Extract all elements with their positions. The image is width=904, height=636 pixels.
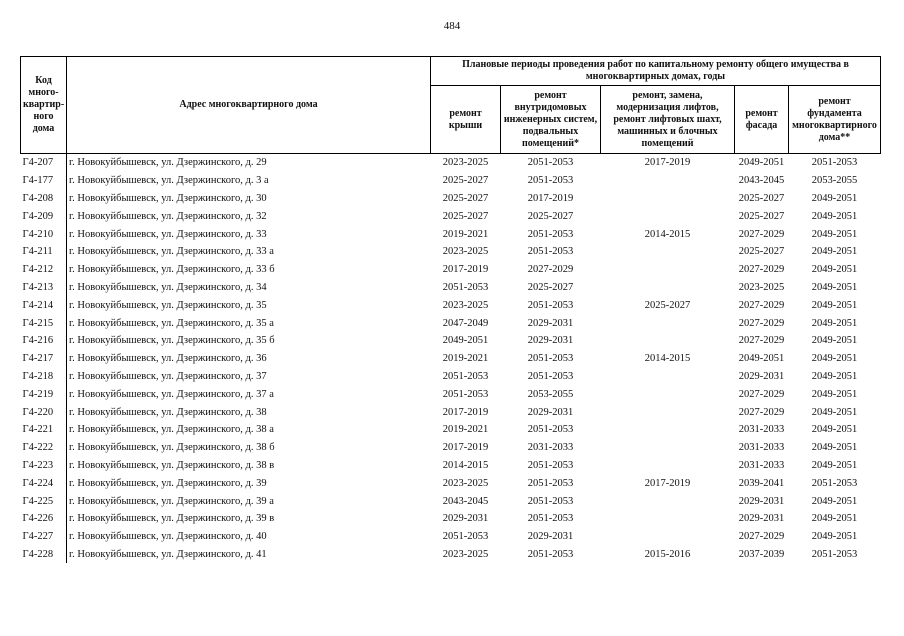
header-roof: ремонт крыши — [431, 86, 501, 154]
cell-roof: 2019-2021 — [442, 424, 489, 436]
cell-address: г. Новокуйбышевск, ул. Дзержинского, д. 41 — [67, 546, 431, 564]
cell-facade: 2027-2029 — [738, 531, 785, 543]
cell-engineering: 2025-2027 — [527, 210, 574, 222]
cell-code: Г4-213 — [22, 281, 54, 293]
cell-code: Г4-212 — [22, 264, 54, 276]
table-row — [21, 385, 881, 403]
cell-code: Г4-211 — [22, 246, 53, 258]
cell-roof: 2029-2031 — [442, 513, 489, 525]
cell-address: г. Новокуйбышевск, ул. Дзержинского, д. 34 — [67, 279, 431, 297]
cell-foundation: 2049-2051 — [811, 192, 858, 204]
cell-address: г. Новокуйбышевск, ул. Дзержинского, д. 39 в — [67, 510, 431, 528]
cell-facade: 2025-2027 — [738, 246, 785, 258]
cell-foundation: 2049-2051 — [811, 335, 858, 347]
table-row — [21, 403, 881, 421]
cell-engineering: 2051-2053 — [527, 459, 574, 471]
cell-address: г. Новокуйбышевск, ул. Дзержинского, д. 29 — [67, 154, 431, 172]
table-row — [21, 368, 881, 386]
cell-facade: 2027-2029 — [738, 317, 785, 329]
cell-engineering: 2025-2027 — [527, 281, 574, 293]
cell-roof: 2051-2053 — [442, 388, 489, 400]
header-code: Код много-квартир-ного дома — [21, 57, 67, 154]
cell-foundation: 2049-2051 — [811, 424, 858, 436]
table-row — [21, 439, 881, 457]
cell-address: г. Новокуйбышевск, ул. Дзержинского, д. 37 — [67, 368, 431, 386]
cell-foundation: 2051-2053 — [789, 154, 881, 172]
cell-address: г. Новокуйбышевск, ул. Дзержинского, д. 3 а — [67, 172, 431, 190]
cell-address: г. Новокуйбышевск, ул. Дзержинского, д. 33 — [67, 225, 431, 243]
cell-roof: 2014-2015 — [442, 459, 489, 471]
cell-engineering: 2053-2055 — [527, 388, 574, 400]
cell-engineering: 2051-2053 — [527, 228, 574, 240]
table-row — [21, 190, 881, 208]
cell-engineering: 2027-2029 — [527, 264, 574, 276]
cell-engineering: 2029-2031 — [527, 406, 574, 418]
cell-engineering: 2017-2019 — [527, 192, 574, 204]
cell-roof: 2017-2019 — [442, 264, 489, 276]
table-row — [21, 154, 881, 172]
cell-code: Г4-222 — [22, 442, 54, 454]
cell-foundation: 2049-2051 — [811, 281, 858, 293]
table-row — [21, 332, 881, 350]
cell-engineering: 2051-2053 — [527, 548, 574, 560]
cell-facade: 2031-2033 — [738, 459, 785, 471]
cell-foundation: 2049-2051 — [811, 353, 858, 365]
cell-code: Г4-207 — [21, 154, 67, 172]
cell-foundation: 2049-2051 — [811, 459, 858, 471]
cell-facade: 2025-2027 — [738, 192, 785, 204]
cell-roof: 2023-2025 — [442, 548, 489, 560]
cell-foundation: 2049-2051 — [811, 513, 858, 525]
cell-foundation: 2049-2051 — [811, 370, 858, 382]
cell-roof: 2017-2019 — [442, 442, 489, 454]
cell-elevators — [601, 279, 735, 297]
page-number: 484 — [443, 20, 461, 32]
cell-roof: 2017-2019 — [442, 406, 489, 418]
cell-elevators — [601, 243, 735, 261]
cell-elevators — [601, 457, 735, 475]
cell-facade: 2043-2045 — [738, 175, 785, 187]
cell-elevators: 2017-2019 — [601, 154, 735, 172]
cell-code: Г4-210 — [22, 228, 54, 240]
cell-code: Г4-216 — [22, 335, 54, 347]
cell-elevators: 2025-2027 — [644, 299, 691, 311]
cell-elevators — [601, 190, 735, 208]
cell-address: г. Новокуйбышевск, ул. Дзержинского, д. 38 б — [67, 439, 431, 457]
table-row — [21, 492, 881, 510]
cell-engineering: 2051-2053 — [501, 154, 601, 172]
cell-engineering: 2051-2053 — [527, 424, 574, 436]
cell-address: г. Новокуйбышевск, ул. Дзержинского, д. 36 — [67, 350, 431, 368]
cell-code: Г4-217 — [22, 353, 54, 365]
cell-foundation: 2049-2051 — [811, 228, 858, 240]
cell-foundation: 2049-2051 — [811, 246, 858, 258]
header-elevators: ремонт, замена, модернизация лифтов, ремонт лифтовых шахт, машинных и блочных помещений — [601, 86, 735, 154]
cell-elevators — [601, 172, 735, 190]
cell-facade: 2027-2029 — [738, 299, 785, 311]
cell-code: Г4-226 — [22, 513, 54, 525]
cell-roof: 2023-2025 — [442, 477, 489, 489]
cell-elevators — [601, 261, 735, 279]
cell-code: Г4-209 — [22, 210, 54, 222]
cell-foundation: 2051-2053 — [811, 477, 858, 489]
cell-engineering: 2051-2053 — [527, 246, 574, 258]
cell-roof: 2023-2025 — [442, 246, 489, 258]
cell-code: Г4-218 — [22, 370, 54, 382]
cell-elevators — [601, 528, 735, 546]
cell-code: Г4-225 — [22, 495, 54, 507]
cell-elevators: 2014-2015 — [644, 353, 691, 365]
cell-roof: 2047-2049 — [442, 317, 489, 329]
cell-elevators: 2014-2015 — [644, 228, 691, 240]
cell-address: г. Новокуйбышевск, ул. Дзержинского, д. 40 — [67, 528, 431, 546]
cell-code: Г4-214 — [22, 299, 54, 311]
cell-address: г. Новокуйбышевск, ул. Дзержинского, д. 35 б — [67, 332, 431, 350]
table-row — [21, 279, 881, 297]
cell-elevators — [601, 368, 735, 386]
cell-address: г. Новокуйбышевск, ул. Дзержинского, д. 38 а — [67, 421, 431, 439]
header-address: Адрес многоквартирного дома — [67, 57, 431, 154]
table-row — [21, 474, 881, 492]
cell-foundation: 2053-2055 — [811, 175, 858, 187]
cell-facade: 2029-2031 — [738, 495, 785, 507]
header-facade: ремонт фасада — [735, 86, 789, 154]
cell-engineering: 2051-2053 — [527, 495, 574, 507]
cell-address: г. Новокуйбышевск, ул. Дзержинского, д. 38 — [67, 403, 431, 421]
cell-foundation: 2049-2051 — [811, 406, 858, 418]
cell-facade: 2049-2051 — [735, 154, 789, 172]
cell-code: Г4-215 — [22, 317, 54, 329]
cell-code: Г4-177 — [22, 175, 54, 187]
cell-roof: 2049-2051 — [442, 335, 489, 347]
cell-foundation: 2049-2051 — [811, 210, 858, 222]
cell-code: Г4-228 — [22, 548, 54, 560]
cell-engineering: 2051-2053 — [527, 175, 574, 187]
cell-engineering: 2051-2053 — [527, 513, 574, 525]
table-row — [21, 421, 881, 439]
cell-elevators — [601, 492, 735, 510]
cell-code: Г4-221 — [22, 424, 54, 436]
table-row — [21, 207, 881, 225]
table-row — [21, 314, 881, 332]
table-row — [21, 457, 881, 475]
cell-foundation: 2051-2053 — [811, 548, 858, 560]
cell-engineering: 2051-2053 — [527, 477, 574, 489]
cell-foundation: 2049-2051 — [811, 442, 858, 454]
table-row — [21, 172, 881, 190]
cell-code: Г4-223 — [22, 459, 54, 471]
cell-foundation: 2049-2051 — [811, 317, 858, 329]
cell-elevators — [601, 385, 735, 403]
cell-address: г. Новокуйбышевск, ул. Дзержинского, д. 39 а — [67, 492, 431, 510]
cell-roof: 2051-2053 — [442, 370, 489, 382]
cell-elevators — [601, 207, 735, 225]
header-engineering: ремонт внутридомовых инженерных систем, подвальных помещений* — [501, 86, 601, 154]
cell-code: Г4-208 — [22, 192, 54, 204]
cell-facade: 2023-2025 — [738, 281, 785, 293]
table-row — [21, 243, 881, 261]
cell-foundation: 2049-2051 — [811, 299, 858, 311]
cell-roof: 2051-2053 — [442, 281, 489, 293]
cell-address: г. Новокуйбышевск, ул. Дзержинского, д. 30 — [67, 190, 431, 208]
cell-engineering: 2029-2031 — [527, 317, 574, 329]
cell-facade: 2025-2027 — [738, 210, 785, 222]
cell-address: г. Новокуйбышевск, ул. Дзержинского, д. 32 — [67, 207, 431, 225]
cell-code: Г4-219 — [22, 388, 54, 400]
cell-code: Г4-220 — [22, 406, 54, 418]
header-foundation: ремонт фундамента многоквартирного дома** — [789, 86, 881, 154]
cell-engineering: 2031-2033 — [527, 442, 574, 454]
cell-facade: 2027-2029 — [738, 264, 785, 276]
cell-address: г. Новокуйбышевск, ул. Дзержинского, д. 38 в — [67, 457, 431, 475]
cell-address: г. Новокуйбышевск, ул. Дзержинского, д. 37 а — [67, 385, 431, 403]
cell-elevators — [601, 439, 735, 457]
cell-foundation: 2049-2051 — [811, 495, 858, 507]
cell-engineering: 2029-2031 — [527, 531, 574, 543]
table-row — [21, 225, 881, 243]
cell-address: г. Новокуйбышевск, ул. Дзержинского, д. 35 а — [67, 314, 431, 332]
cell-address: г. Новокуйбышевск, ул. Дзержинского, д. 33 б — [67, 261, 431, 279]
table-row — [21, 528, 881, 546]
cell-facade: 2031-2033 — [738, 424, 785, 436]
cell-roof: 2025-2027 — [442, 192, 489, 204]
table-row — [21, 350, 881, 368]
cell-elevators: 2015-2016 — [644, 548, 691, 560]
cell-address: г. Новокуйбышевск, ул. Дзержинского, д. 39 — [67, 474, 431, 492]
cell-elevators — [601, 421, 735, 439]
cell-address: г. Новокуйбышевск, ул. Дзержинского, д. 33 а — [67, 243, 431, 261]
cell-engineering: 2051-2053 — [527, 353, 574, 365]
cell-roof: 2043-2045 — [442, 495, 489, 507]
cell-roof: 2025-2027 — [442, 175, 489, 187]
capital-repair-table — [20, 56, 881, 563]
cell-roof: 2023-2025 — [442, 299, 489, 311]
cell-facade: 2027-2029 — [738, 406, 785, 418]
cell-facade: 2029-2031 — [738, 370, 785, 382]
header-periods: Плановые периоды проведения работ по капитальному ремонту общего имущества в многоквартирных домах, годы — [431, 57, 881, 86]
cell-roof: 2051-2053 — [442, 531, 489, 543]
cell-foundation: 2049-2051 — [811, 264, 858, 276]
table-body — [21, 154, 881, 564]
cell-roof: 2025-2027 — [442, 210, 489, 222]
cell-elevators — [601, 510, 735, 528]
cell-facade: 2039-2041 — [738, 477, 785, 489]
cell-engineering: 2051-2053 — [527, 299, 574, 311]
cell-elevators — [601, 314, 735, 332]
cell-engineering: 2051-2053 — [527, 370, 574, 382]
cell-facade: 2027-2029 — [738, 388, 785, 400]
cell-facade: 2049-2051 — [738, 353, 785, 365]
cell-facade: 2027-2029 — [738, 228, 785, 240]
cell-elevators: 2017-2019 — [644, 477, 691, 489]
cell-roof: 2023-2025 — [431, 154, 501, 172]
table-row — [21, 510, 881, 528]
cell-facade: 2037-2039 — [738, 548, 785, 560]
table-row — [21, 296, 881, 314]
cell-facade: 2027-2029 — [738, 335, 785, 347]
cell-code: Г4-224 — [22, 477, 54, 489]
cell-elevators — [601, 403, 735, 421]
table-row — [21, 261, 881, 279]
cell-foundation: 2049-2051 — [811, 388, 858, 400]
cell-elevators — [601, 332, 735, 350]
table-row — [21, 546, 881, 564]
cell-engineering: 2029-2031 — [527, 335, 574, 347]
cell-facade: 2029-2031 — [738, 513, 785, 525]
cell-roof: 2019-2021 — [442, 353, 489, 365]
cell-code: Г4-227 — [22, 531, 54, 543]
cell-address: г. Новокуйбышевск, ул. Дзержинского, д. 35 — [67, 296, 431, 314]
cell-facade: 2031-2033 — [738, 442, 785, 454]
cell-roof: 2019-2021 — [442, 228, 489, 240]
cell-foundation: 2049-2051 — [811, 531, 858, 543]
